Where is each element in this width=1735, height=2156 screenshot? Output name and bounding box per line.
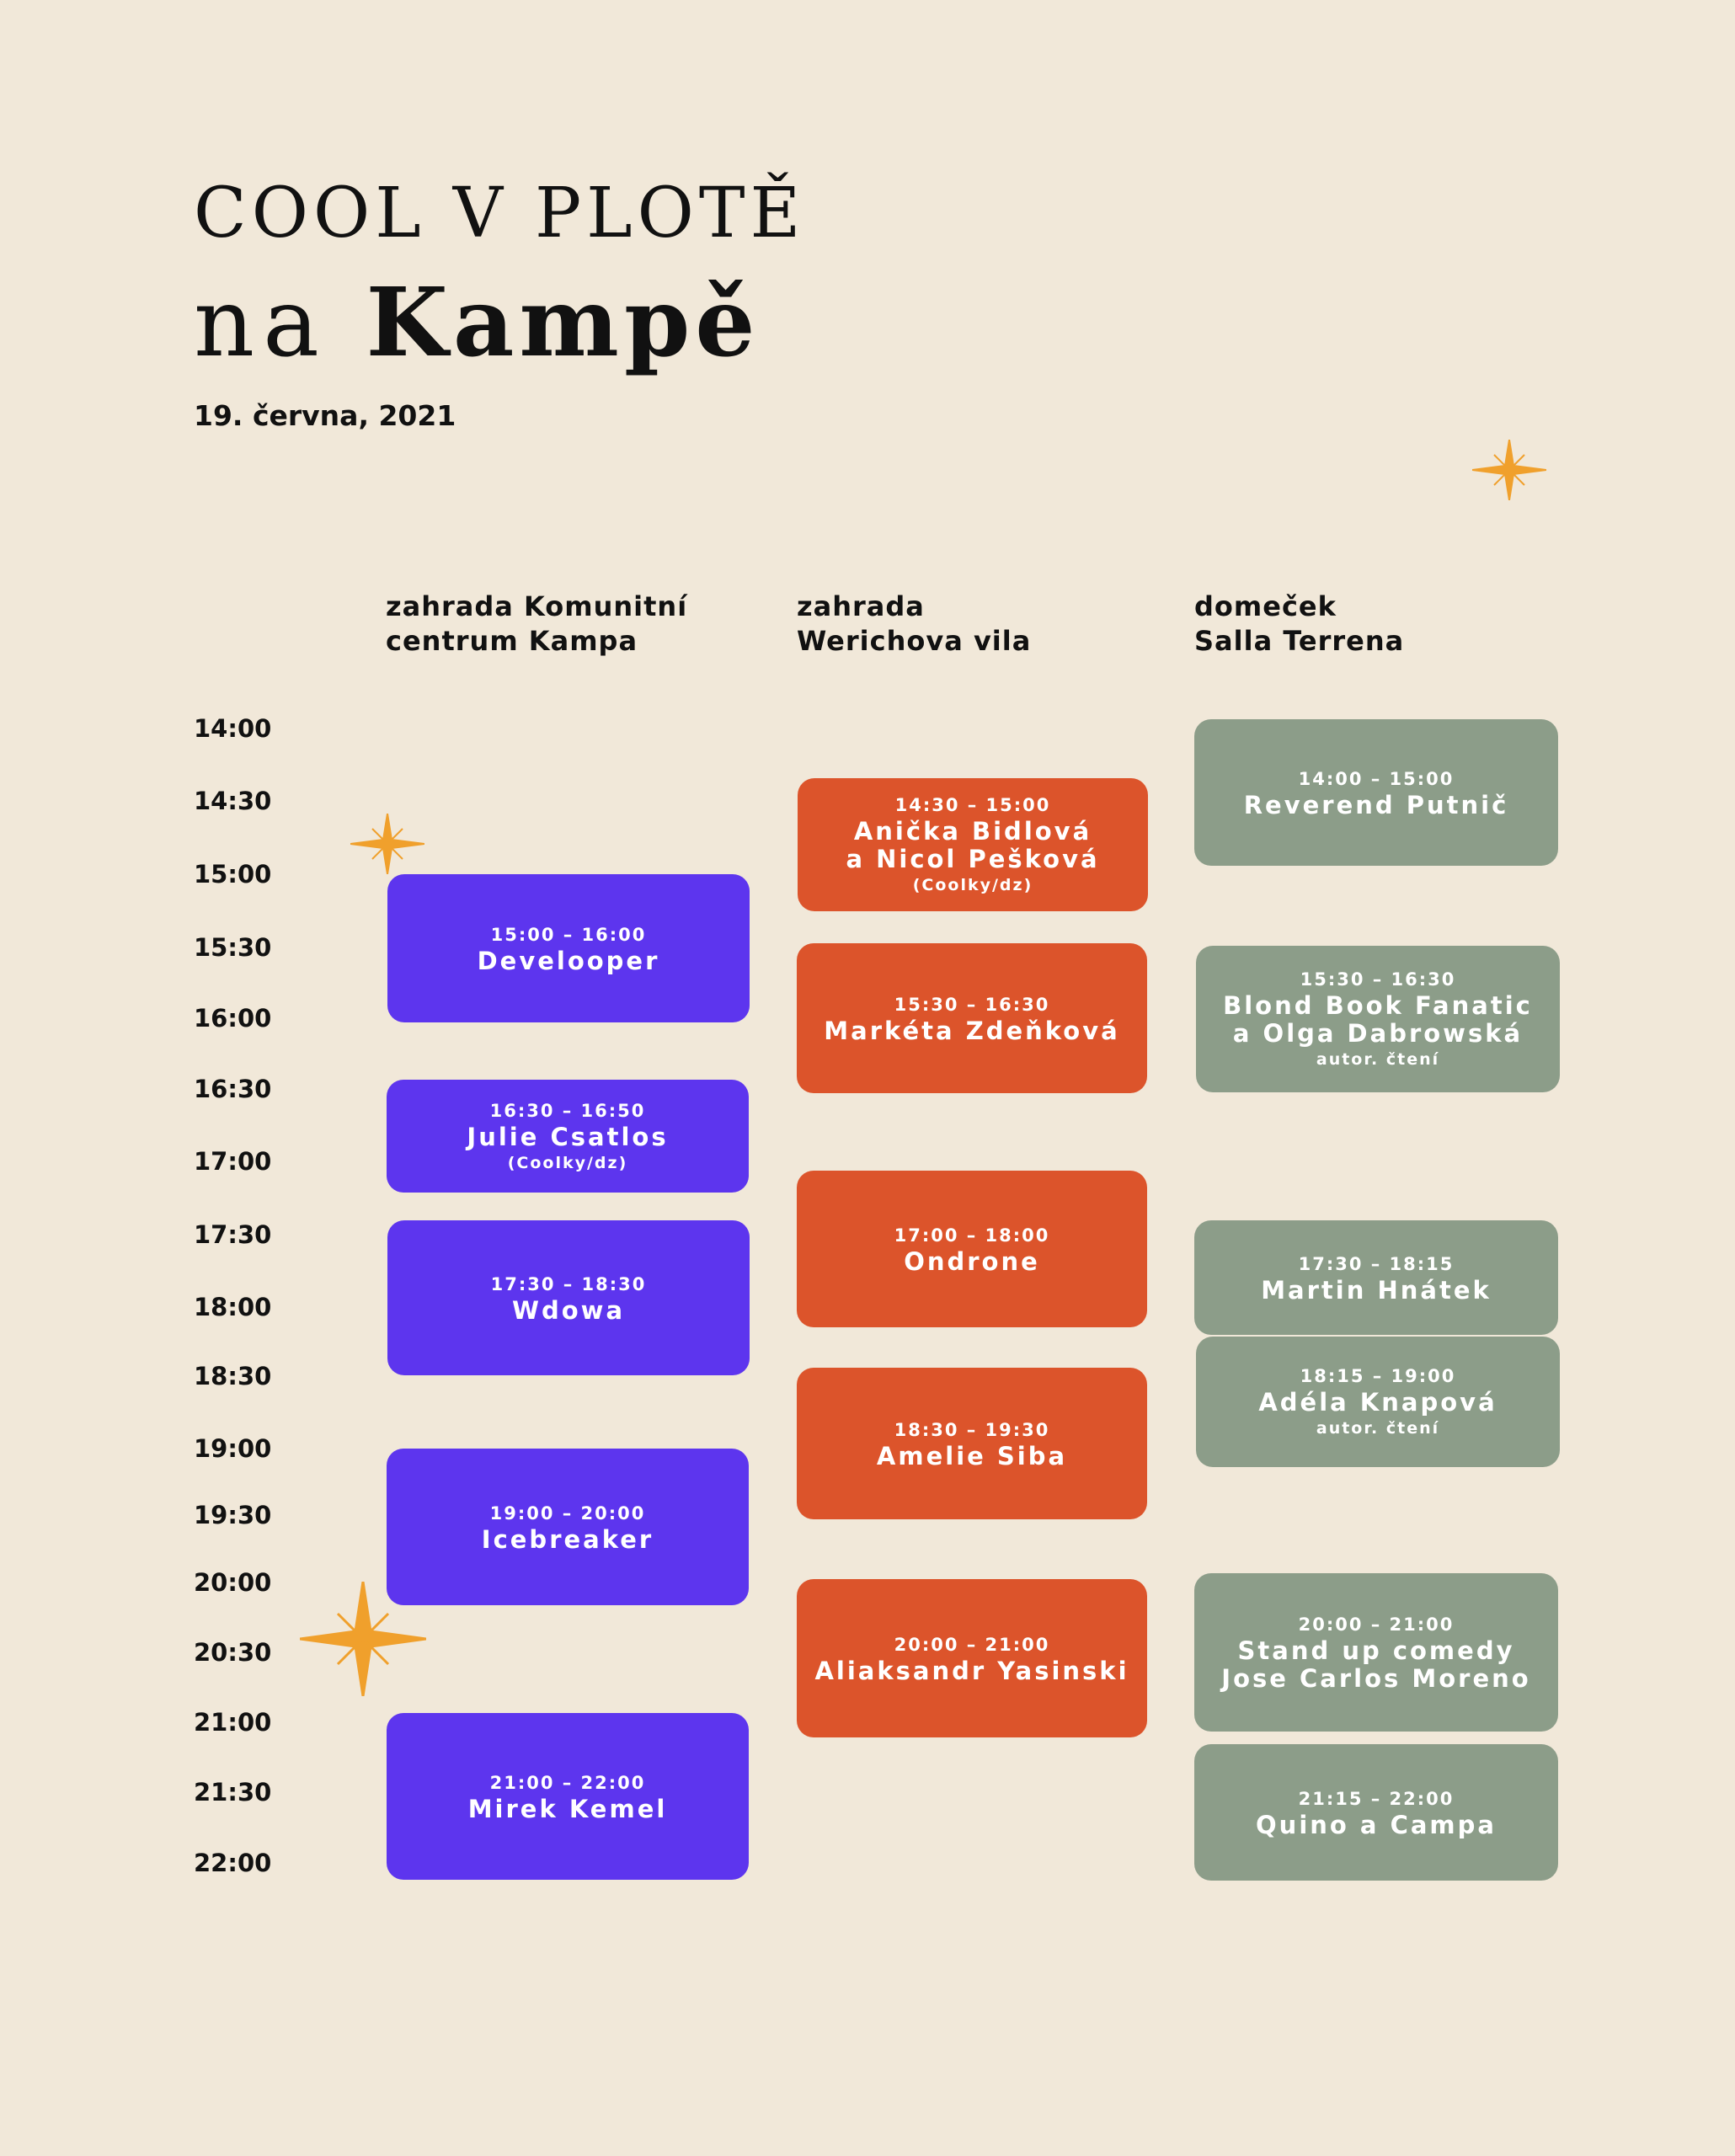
event-block xyxy=(1196,1337,1560,1467)
title-line2 xyxy=(194,268,761,378)
event-block xyxy=(387,1080,749,1193)
event-name: Amelie Siba xyxy=(876,1441,1068,1470)
event-note: autor. čtení xyxy=(1316,1050,1440,1069)
event-name: Blond Book Fanatic a Olga Dabrowská xyxy=(1223,991,1533,1048)
event-time: 20:00 – 21:00 xyxy=(894,1634,1050,1655)
event-note: autor. čtení xyxy=(1316,1419,1440,1438)
event-block xyxy=(387,1220,750,1375)
event-date: 19. června, 2021 xyxy=(194,399,456,432)
time-label: 15:00 xyxy=(194,860,272,889)
event-block xyxy=(797,1171,1147,1327)
time-label: 21:30 xyxy=(194,1778,272,1806)
time-label: 17:30 xyxy=(194,1220,272,1249)
time-label: 19:00 xyxy=(194,1434,272,1463)
event-name: Icebreaker xyxy=(481,1524,654,1554)
event-name: Develooper xyxy=(477,946,660,975)
event-name: Martin Hnátek xyxy=(1261,1275,1492,1305)
event-block xyxy=(798,778,1148,911)
event-block xyxy=(387,1713,749,1880)
event-name: Wdowa xyxy=(511,1295,626,1325)
event-block xyxy=(1194,1744,1558,1881)
time-label: 15:30 xyxy=(194,933,272,962)
event-time: 15:30 – 16:30 xyxy=(1300,969,1456,990)
event-name: Ondrone xyxy=(904,1246,1040,1276)
time-label: 18:30 xyxy=(194,1362,272,1390)
venue-komunitni-centrum: zahrada Komunitní centrum Kampa xyxy=(386,590,688,657)
event-time: 21:15 – 22:00 xyxy=(1298,1788,1455,1809)
event-block xyxy=(387,874,750,1022)
event-block xyxy=(1194,719,1558,866)
event-note: (Coolky/dz) xyxy=(507,1153,628,1172)
event-name: Adéla Knapová xyxy=(1258,1388,1497,1417)
event-time: 18:30 – 19:30 xyxy=(894,1419,1050,1440)
event-block xyxy=(1196,946,1560,1092)
event-time: 17:00 – 18:00 xyxy=(894,1225,1050,1246)
event-block xyxy=(387,1449,749,1605)
time-label: 17:00 xyxy=(194,1147,272,1176)
event-name: Quino a Campa xyxy=(1256,1810,1497,1839)
event-block xyxy=(797,1579,1147,1737)
time-label: 14:30 xyxy=(194,787,272,815)
title-kampe: Kampě xyxy=(366,268,761,378)
event-time: 21:00 – 22:00 xyxy=(489,1772,646,1793)
time-label: 22:00 xyxy=(194,1849,272,1877)
event-name: Anička Bidlová a Nicol Pešková xyxy=(846,817,1100,873)
event-time: 17:30 – 18:15 xyxy=(1298,1253,1455,1274)
event-block xyxy=(1194,1220,1558,1335)
venue-werichova-vila: zahrada Werichova vila xyxy=(797,590,1032,657)
event-block xyxy=(797,943,1147,1093)
event-name: Julie Csatlos xyxy=(467,1122,669,1151)
event-time: 15:00 – 16:00 xyxy=(490,924,647,945)
event-name: Stand up comedy Jose Carlos Moreno xyxy=(1221,1636,1531,1693)
event-name: Mirek Kemel xyxy=(467,1794,668,1823)
event-time: 18:15 – 19:00 xyxy=(1300,1366,1456,1386)
event-time: 17:30 – 18:30 xyxy=(490,1273,647,1294)
event-time: 14:30 – 15:00 xyxy=(894,795,1051,815)
time-label: 21:00 xyxy=(194,1708,272,1737)
venue-salla-terrena: domeček Salla Terrena xyxy=(1194,590,1405,657)
event-name: Reverend Putnič xyxy=(1243,790,1509,819)
time-label: 16:30 xyxy=(194,1075,272,1103)
sparkle-star-icon xyxy=(1472,440,1546,500)
time-label: 14:00 xyxy=(194,714,272,743)
event-note: (Coolky/dz) xyxy=(912,876,1033,894)
title-na: na xyxy=(194,269,328,378)
time-label: 20:30 xyxy=(194,1638,272,1667)
event-name: Aliaksandr Yasinski xyxy=(814,1656,1129,1685)
event-time: 14:00 – 15:00 xyxy=(1298,768,1455,789)
event-block xyxy=(797,1368,1147,1519)
event-name: Markéta Zdeňková xyxy=(824,1016,1120,1045)
sparkle-star-icon xyxy=(350,814,424,874)
event-time: 15:30 – 16:30 xyxy=(894,994,1050,1015)
title-line1: COOL V PLOTĚ xyxy=(194,173,806,253)
event-time: 20:00 – 21:00 xyxy=(1298,1614,1455,1635)
time-label: 16:00 xyxy=(194,1004,272,1033)
event-time: 19:00 – 20:00 xyxy=(489,1502,646,1524)
time-label: 18:00 xyxy=(194,1293,272,1321)
event-block xyxy=(1194,1573,1558,1732)
event-time: 16:30 – 16:50 xyxy=(489,1100,646,1121)
time-label: 19:30 xyxy=(194,1501,272,1529)
time-label: 20:00 xyxy=(194,1568,272,1597)
